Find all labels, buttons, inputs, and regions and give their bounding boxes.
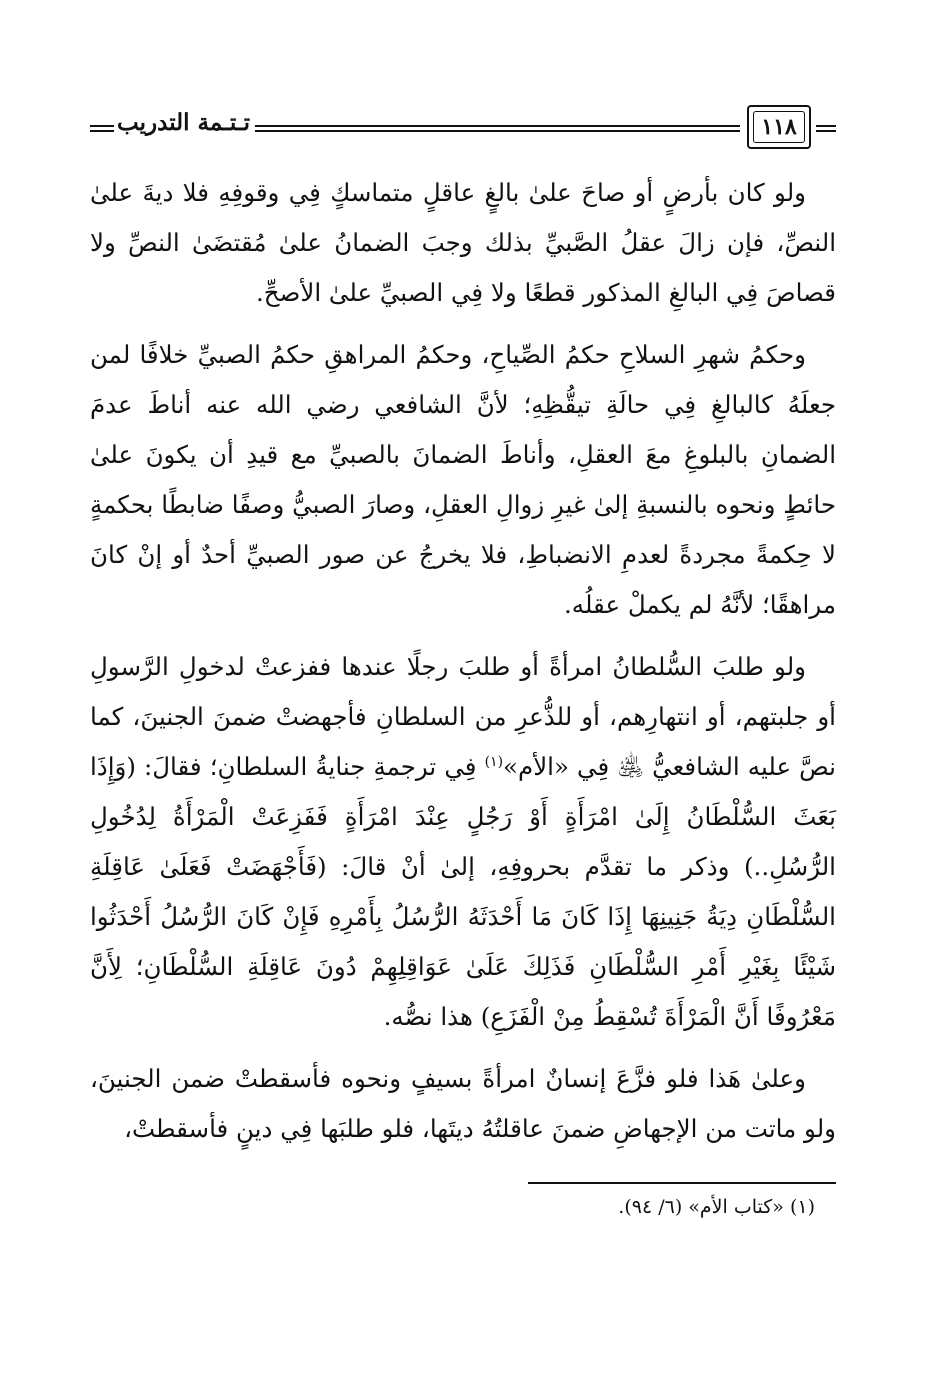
header-rule-left (90, 125, 114, 132)
main-text (90, 168, 836, 1166)
header-rule-middle (255, 125, 740, 132)
paragraph-text: فِي ترجمةِ جنايةُ السلطانِ؛ فقالَ: (وَإِذَا بَعَثَ السُّلْطَانُ إِلَىٰ امْرَأَةٍ أَوْ رَجُلٍ عِنْدَ امْرَأَةٍ فَفَزِعَتْ الْمَرْأَةُ لِدُخُولِ الرُّسُلِ..) وذكر ما تقدَّم بحروفِهِ، إلىٰ أنْ قالَ: (فَأَجْهَضَتْ فَعَلَىٰ عَاقِلَةِ السُّلْطَانِ دِيَةُ جَنِينِهَا إِذَا كَانَ مَا أَحْدَثَهُ الرُّسُلُ بِأَمْرِهِ فَإِنْ كَانَ الرُّسُلُ أَحْدَثُوا شَيْئًا بِغَيْرِ أَمْرِ السُّلْطَانِ فَذَلِكَ عَلَىٰ عَوَاقِلِهِمْ دُونَ عَاقِلَةِ السُّلْطَانِ؛ لِأَنَّ مَعْرُوفًا أَنَّ الْمَرْأَةَ تُسْقِطُ مِنْ الْفَزَعِ) هذا نصُّه. (90, 752, 836, 1031)
footnote-reference[interactable]: (١) (484, 753, 504, 770)
page-number: ١١٨ (753, 111, 805, 143)
paragraph: وحكمُ شهرِ السلاحِ حكمُ الصِّياحِ، وحكمُ المراهقِ حكمُ الصبيِّ خلافًا لمن جعلَهُ كالبالغِ فِي حالَةِ تيقُّظِهِ؛ لأنَّ الشافعي رضي الله عنه أناطَ عدمَ الضمانِ بالبلوغِ معَ العقلِ، وأناطَ الضمانَ بالصبيِّ مع قيدِ أن يكونَ علىٰ حائطٍ ونحوه بالنسبةِ إلىٰ غيرِ زوالِ العقلِ، وصارَ الصبيُّ وصفًا ضابطًا بحكمةٍ لا حِكمةً مجردةً لعدمِ الانضباطِ، فلا يخرجُ عن صور الصبيِّ أحدٌ أو إنْ كانَ مراهقًا؛ لأنَّهُ لم يكملْ عقلُه. (90, 340, 836, 619)
footnote: (١) «كتاب الأم» (٦/ ٩٤). (618, 1196, 815, 1218)
running-title: تـتـمة التدريب (117, 109, 250, 136)
footnote-separator (528, 1182, 836, 1184)
page-header (90, 105, 836, 155)
paragraph-text: ولو طلبَ السُّلطانُ امرأةً أو طلبَ رجلًا عندها ففزعتْ لدخولِ الرَّسولِ أو جلبتهم، أو انتهارِهم، أو للذُّعرِ من السلطانِ فأجهضتْ ضمنَ الجنينَ، كما نصَّ عليه الشافعيُّ ﵁ فِي «الأم» (90, 652, 836, 781)
paragraph: وعلىٰ هَذا فلو فزَّعَ إنسانٌ امرأةً بسيفٍ ونحوه فأسقطتْ ضمن الجنينَ، ولو ماتت من الإجهاضِ ضمنَ عاقلتُهُ ديتَها، فلو طلبَها فِي دينٍ فأسقطتْ، (90, 1064, 836, 1143)
header-rule-right (816, 125, 836, 132)
page-number-box (747, 105, 811, 149)
paragraph (90, 642, 836, 1042)
paragraph: ولو كان بأرضٍ أو صاحَ علىٰ بالغٍ عاقلٍ متماسكٍ فِي وقوفِهِ فلا ديةَ علىٰ النصِّ، فإن زالَ عقلُ الصَّبيِّ بذلك وجبَ الضمانُ علىٰ مُقتضَىٰ النصِّ ولا قصاصَ فِي البالغِ المذكور قطعًا ولا فِي الصبيِّ علىٰ الأصحِّ. (90, 178, 836, 307)
